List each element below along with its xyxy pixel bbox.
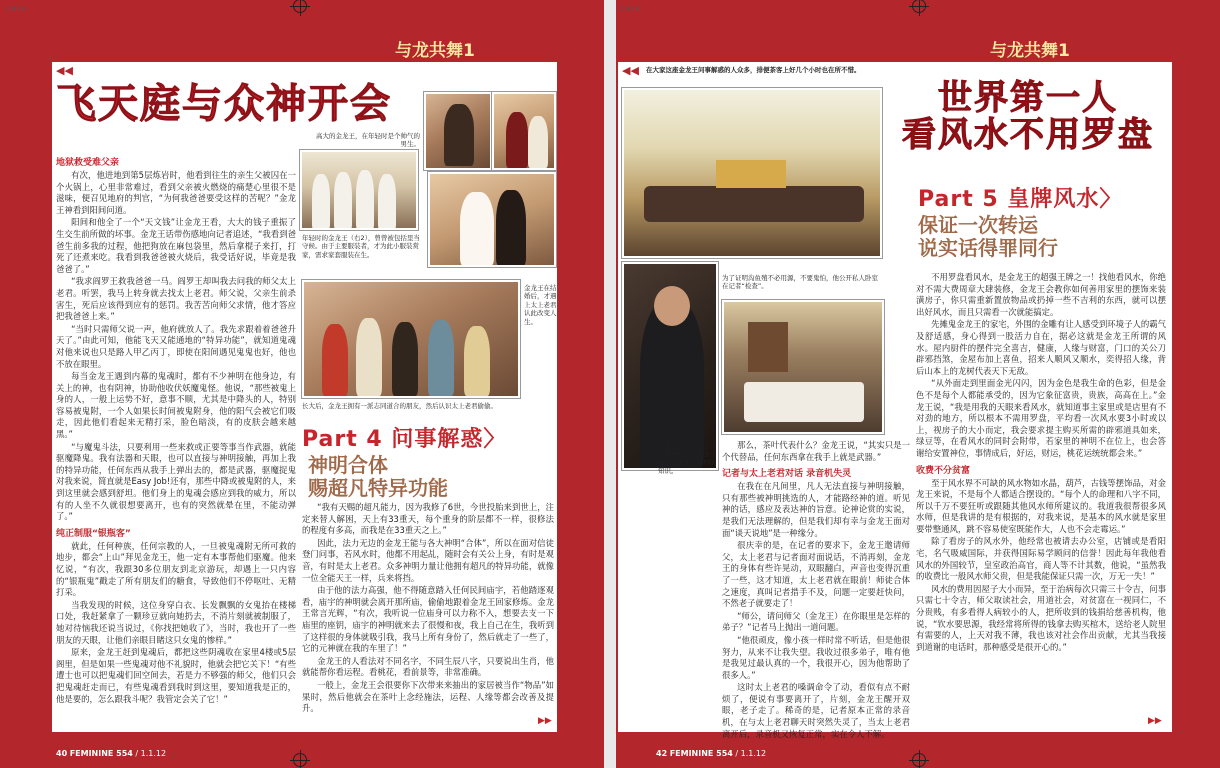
subtitle-line: 神明合体 bbox=[308, 453, 388, 477]
paragraph: 因此，法力无边的金龙王能与各大神明“合体”，所以在面对信徒登门问事，若风水时，他都不用起乩，随时会有关公上身，有时是观音，有时是太上老君。众多神明力量让他拥有超凡的特异功能，就像一位全能天王一样，兵来将挡。 bbox=[302, 537, 554, 583]
paragraph: 在我在在凡间里，凡人无法直接与神明接触，只有那些被神明挑选的人，才能路经神的道。听见神的话，感应及表达神的旨意。论神论赏的实说，是我们无法理解的，但是我们却有幸与金龙王面对面“谈天说地”是一种缘分。 bbox=[722, 481, 910, 538]
paragraph: 至于风水界不可缺的风水物如水晶，葫芦，古钱等摆饰品，对金龙王来说，不是每个人都适合摆设的。“每个人的命理和八字不同，所以千万不要狂听或跟随其他风水师所建议的。我道我很帮很多风水师，但是我讲的是有根据的，对我来说，是基本的风水就是家里要带整通风，跳不容易使室既能作大，人也不会走霉运。” bbox=[916, 477, 1166, 534]
left-page bbox=[0, 0, 604, 768]
paragraph: “我有天赐的超凡能力，因为我修了6世，今世投胎来到世上，注定来替人解困，天上有33重天，每个重身的阶层都不一样，很修法的程度有多高，而我是在33重天之上。” bbox=[302, 502, 554, 536]
paragraph: 不用罗盘看风水，是金龙王的超强王牌之一！找他看风水，你绝对不需大费周章大肆装修，金龙王会教你如何善用家里的摆饰来装潢房子，你只需重新置放物品或扔掉一些不吉利的东西，就可以摆出好风水，而且只需看一次就能搞定。 bbox=[916, 272, 1166, 317]
paragraph: 阳间和他全了一个“天文钱”让金龙王看，大大的钱子重振了生交生前所做的坏事。金龙王话带伤感地向记者追述，“我看到爸爸生前多我的过程，他把狗放在麻包袋里，然后拿棍子来打，打死了还煮来吃。我看到我爸爸被火烧后，我受话好说，毕竟是我爸爸了。” bbox=[56, 217, 296, 274]
subtitle-line: 保证一次转运 bbox=[918, 213, 1038, 237]
back-arrows: ◀◀ bbox=[622, 64, 639, 77]
subhead: 收费不分贫富 bbox=[916, 465, 971, 476]
part-5-title: Part 5 皇牌风水〉 bbox=[918, 187, 1123, 212]
living-room-photo bbox=[622, 88, 882, 258]
photo-caption: 金龙王的儿子对于这位面神对外，也去了解了其他更多神明的知识。 bbox=[658, 442, 717, 476]
content-panel bbox=[52, 62, 557, 732]
page-footer: 42 FEMININE 554 / 1.1.12 bbox=[656, 749, 767, 758]
section-tag: 与龙共舞1 bbox=[395, 41, 475, 61]
magazine-name: FEMININE 554 bbox=[69, 749, 133, 758]
column-2 bbox=[916, 272, 1166, 654]
subtitle-line: 说实话得罪同行 bbox=[918, 236, 1058, 260]
cmyk-mark: CMYK bbox=[6, 6, 27, 13]
column-1 bbox=[722, 440, 910, 741]
paragraph: 原来，金龙王赶到鬼魂后，都把这些阴魂收在家里4楼或5层阁里，但是如果一些鬼魂对他不礼貌时，他就会把它关下！“有些遭士也可以把鬼魂们回空间去，若是力不够强的师父，他们只会把鬼魂赶走而已，有些鬼魂看到我时到这里，要知道我是正的，他是要的，怎么跟我斗呢？我管定会关了它！” bbox=[56, 647, 296, 704]
paragraph: 风水的费用因屋子大小而异，至于治病每次只需三十令吉，问事只需七十令吉，师父取读社会，用道社会，对贫富在一视同仁，不分贵贱，有多看得人病较小的人，把所收到的钱捐给慈善机构，他说，“钦水要思源，我经常将所得的钱拿去购买棺木，送给老人院里有需要的人，上天对我不薄，我也该对社会作出贡献，尤其当我接到道谢的电话时，那种感受是很开心的。” bbox=[916, 583, 1166, 652]
paragraph: 这时太上老君的嗓调命令了动，看似有点不耐烦了，便说有事要离开了，片刻，金龙王醒开双眼，老子走了。稀奇的是，记者原本正常的录音机，在与太上老君聊天时突然失灵了，当太上老君离开后，录音机又恢复正常，实在令人不解。 bbox=[722, 682, 910, 739]
magazine-name: FEMININE 554 bbox=[669, 749, 733, 758]
wedding-photo bbox=[428, 172, 556, 267]
paragraph: 很庆幸的是，在记者的要求下，金龙王邀请师父，太上老君与记者面对面说话，不消再刻，金龙王的身体有些许晃动，双眼翻白，声音也变得沉重了一些，这才知道，太上老君就在眼前！师徒合体之速度，真叫记者措手不及，问题一定要赶快问，不然老子就要走了！ bbox=[722, 540, 910, 609]
paragraph: 有次，他进地到第5层炼岩时，他看到往生的亲生父被囚在一个火锅上，心里非常难过，看到父亲被火燃烧的痛楚心里很不是滋味，便召见地府的判官，“为何我爸爸要受这样的苦呢？”金龙王神看到阳间问道。 bbox=[56, 170, 296, 215]
right-page bbox=[616, 0, 1220, 768]
part-5-subtitle bbox=[918, 214, 1058, 260]
paragraph: 由于他的法力高强，他不得随意踏入任何民间庙宇，若他踏逐观看，庙宇的神明就会离开那所庙，偷偷地跟着金龙王回家修炼。金龙王常言光辉，“有次，我听说一位庙身可以力称不入，想要去支一下庙里的座钥，庙宇的神明就来去了很慢和夜，我上自己在生，我听到了这样很的身体就吸引我，我马上所有身份了，然后就走了一些了，它的元神就在我的车里了！” bbox=[302, 585, 554, 654]
bedroom-photo bbox=[722, 300, 884, 434]
photo-caption: 高大的金龙王，在年轻时是个帅气的男生。 bbox=[316, 132, 420, 149]
son-portrait-photo bbox=[622, 262, 718, 470]
group-uniform-photo bbox=[300, 150, 418, 230]
subhead: 地狱救受难父亲 bbox=[56, 158, 120, 168]
young-portrait-photo bbox=[424, 92, 492, 170]
photo-caption: 金龙王在结婚后，才遇上太上老君认此改变人生。 bbox=[524, 284, 557, 326]
photo-caption: 在大家这座金龙王问事解惑的人众多，排便茶客上好几个小时也在所不惜。 bbox=[646, 66, 861, 74]
registration-mark bbox=[293, 753, 307, 767]
continue-arrows: ▶▶ bbox=[1148, 716, 1162, 726]
headline bbox=[888, 80, 1168, 155]
paragraph: 每当金龙王遇到内幕的鬼魂时，都有不少神明在他身边，有关上的神，也有阴神，协助他收伏妖魔鬼怪。他说，“那些被鬼上身的人，一般上运势不好，意事不顺，尤其是中降头的人，特别容易被鬼附，一个人如果长时间被鬼附身，他的阳气会被它们吸走，因此他们看起来无精打采，脸色暗淡，有的皮肤会越来越黑。” bbox=[56, 371, 296, 440]
registration-mark bbox=[912, 753, 926, 767]
paragraph: “与魔鬼斗法，只要利用一些来救或正要等事当作武器，就能驱魔降鬼。我有法器和天眼，也可以直接与神明接触，再加上我的特异功能，任何东西从我手上弹出去的，都是武器，驱魔捉鬼对我来说，简直就是Easy Job!还有，那些中降或被鬼附的人，来到这里就会感到舒坦。他们身上的鬼魂会感应到我的威力，所以有的人坐不久就很想要离开，也有的突然就晕在里，不能动弹了。” bbox=[56, 441, 296, 522]
paragraph: 一般上，金龙王会很要你下次带来来抽出的家居被当作“物品”如果时，然后他就会在茶叶上念经施法，运程、人缘等都会改善及提升。 bbox=[302, 679, 554, 714]
continue-arrows: ▶▶ bbox=[538, 716, 552, 726]
part-4-title: Part 4 问事解惑〉 bbox=[302, 427, 507, 452]
section-tag: 与龙共舞1 bbox=[990, 41, 1070, 61]
back-arrows: ◀◀ bbox=[56, 64, 73, 77]
column-1 bbox=[56, 152, 296, 706]
paragraph: “从外面走到里面金光闪闪，因为金色是我生命的色彩，但是金色不是每个人都能承受的，因为它象征富贵，贵族，高高在上。”金龙王说，“我是用我的天眼来看风水，就知道事主家里或是店里有不对劲的地方，所以根本不需用罗盘，平均看一次风水要3小时或以上，视房子的大小而定，我会要求提主购买所需的辟邪道具如来，绿豆等，在看风水的同时会附带，若家里的神明不在位上，也会答谢给安置神位，事情成后，好运，财运，桃花运统统都会来。” bbox=[916, 378, 1166, 458]
issue-date: 1.1.12 bbox=[740, 749, 767, 758]
part-4-subtitle bbox=[308, 454, 448, 500]
paragraph: 金龙王的人看法对不同名字，不同生辰八字，只要说出生肖，他就能帮你看运程。看桃花，看前景等，非常准确。 bbox=[302, 655, 554, 678]
page-footer: 40 FEMININE 554 / 1.1.12 bbox=[56, 749, 167, 758]
content-panel bbox=[618, 62, 1172, 739]
photo-caption: 为了证明沟鱼殖不必用源，不要鬼怕，他公开私人卧室在记者“检查”。 bbox=[722, 274, 878, 291]
subhead: 纯正制服“银瓶客” bbox=[56, 528, 131, 539]
column-3 bbox=[302, 502, 554, 716]
paragraph: 就此，任何种族，任何宗教的人，一旦被鬼魂附无所可救的地步，都会“上山”拜见金龙王，他一定有本事帮他们驱魔。他来忆说，“有次，我跟30多位朋友到北京游玩，却遇上一只内容的“银瓶鬼”戳走了所有朋友们的糖食，导致他们不停呕吐、无精打采。 bbox=[56, 540, 296, 598]
paragraph: “我求阎罗王救我爸爸一马。阎罗王却叫我去问我的师父太上老君。听罢，我马上转身就去找太上老君。师父说，父亲生前杀害生，死后应该得到应有的惩罚。我苦苦向师父求情，他才答应把我爸爸上来。” bbox=[56, 276, 296, 322]
paragraph: 当我发现的时候，这位身穿白衣、长发飘飘的女鬼抬在楼梯口处，我赶紧拿了一颗珍豆就向她扔去，不消片刻就被制服了，她对待恼我还说当说过，《你找把她收了》，当时，我也开了一些朋友的天眼，让他们亲眼目睹这只女鬼的惨样。” bbox=[56, 599, 296, 645]
subhead: 记者与太上老君对话 录音机失灵 bbox=[722, 469, 852, 480]
registration-mark bbox=[912, 0, 926, 13]
paragraph: “当时只需师父说一声，他府就放人了。我先求跟着着爸爸升天了。”由此可知，他能飞天又能通地的“特异功能”，就知道鬼魂对他来说也只是路人甲乙丙丁，即使在阳间遇见鬼鬼也好，他也不放在眼里。 bbox=[56, 323, 296, 369]
paragraph: 那么，茶叶代表什么？金龙王说，“其实只是一个代替品，任何东西拿在我手上就是武器。” bbox=[722, 440, 910, 462]
headline-line: 看风水不用罗盘 bbox=[902, 115, 1154, 156]
photo-caption: 长大后，金龙王拥有一派志同道合的朋友，然后认识太上老君偷偷。 bbox=[302, 402, 497, 410]
paragraph: “师公，请问师父（金龙王）在你眼里是怎样的弟子？”记者马上抛出一道问题。 bbox=[722, 610, 910, 633]
headline-line: 世界第一人 bbox=[938, 78, 1118, 118]
registration-mark bbox=[293, 0, 307, 13]
page-number: 42 bbox=[656, 749, 668, 758]
issue-date: 1.1.12 bbox=[140, 749, 167, 758]
photo-caption: 年轻时的金龙王（右2），曾曾被包括里当守候。由于主要服装者，才为此小服装赏家，需求家套服装在生。 bbox=[302, 234, 420, 259]
headline: 飞天庭与众神开会 bbox=[56, 81, 392, 127]
subtitle-line: 赐超凡特异功能 bbox=[308, 476, 448, 500]
page-number: 40 bbox=[56, 749, 68, 758]
family-photo bbox=[492, 92, 556, 170]
cmyk-mark: CMYK bbox=[620, 6, 641, 13]
paragraph: “他很顽皮，像小孩一样时常不听话，但是他很努力，从来不让我失望。我收过很多弟子，唯有他是我见过最认真的一个，我很开心，因为他帮助了很多人。” bbox=[722, 634, 910, 680]
friends-group-photo bbox=[302, 280, 520, 398]
paragraph: 除了看房子的风水外，他经常也被请去办公室，店铺或是看阳宅，名气吸威国际，并获得国际易学顾问的信誉！因此每年我他看风水的外国较节，皇室政治高官，商人等不计其数，他说，“虽然我的收费比一般风水师父贵，但是我能保证只需一次，万无一失！” bbox=[916, 536, 1166, 582]
paragraph: 先摊鬼金龙王的家宅，外围的金雕有让人感受到环境子人的霸气及舒适感，身心得到一股活力自在，据必这就是金龙王所谓的风水。屋内厨件的摆件完全喜吉，健康，人缘与财富，门口的关公刀辟邪挡煞，金屋布加上喜鱼，招来人顺风又顺水，奕得招人缘，背后山本上的龙树代表天下无敌。 bbox=[916, 319, 1166, 376]
